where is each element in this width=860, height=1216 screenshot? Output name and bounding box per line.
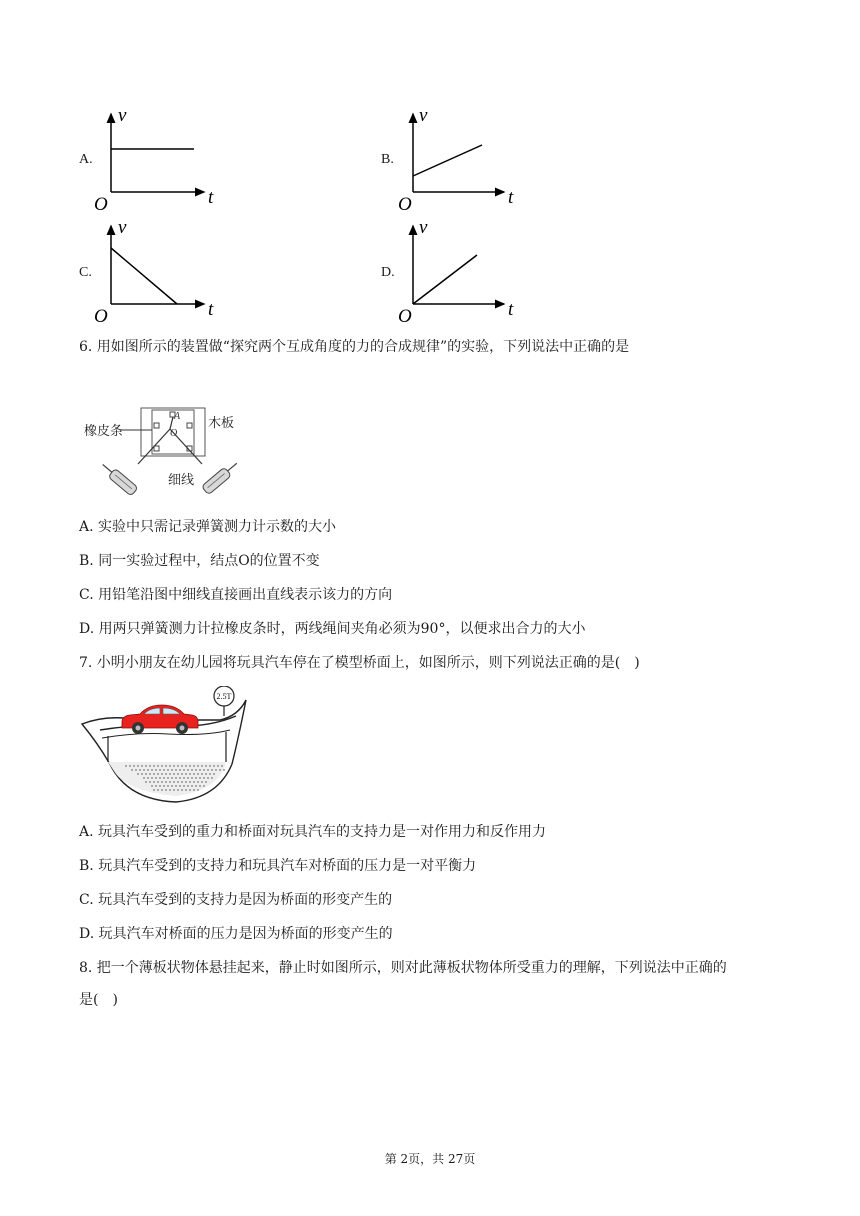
option-a-label[interactable]: A. bbox=[79, 152, 93, 167]
axis-t-label: t bbox=[508, 299, 514, 320]
spring-scale-right bbox=[201, 459, 238, 494]
option-c-label[interactable]: C. bbox=[79, 265, 92, 280]
option-b-label[interactable]: B. bbox=[381, 152, 394, 167]
origin-label: O bbox=[398, 306, 412, 327]
point-a-label: A bbox=[174, 411, 181, 422]
origin-label: O bbox=[94, 194, 108, 215]
board-label: 木板 bbox=[208, 416, 235, 431]
q8-stem-line1: 8. 把一个薄板状物体悬挂起来，静止时如图所示，则对此薄板状物体所受重力的理解，下列说法中正确的 bbox=[79, 960, 727, 976]
q7-figure bbox=[78, 686, 250, 806]
point-o-label: O bbox=[170, 428, 178, 439]
q7-option-d[interactable]: D. 玩具汽车对桥面的压力是因为桥面的形变产生的 bbox=[79, 926, 393, 942]
spring-scale-left bbox=[99, 461, 138, 496]
q6-option-d[interactable]: D. 用两只弹簧测力计拉橡皮条时，两线绳间夹角必须为90°，以便求出合力的大小 bbox=[79, 621, 586, 637]
q6-figure bbox=[78, 400, 238, 502]
axis-v-label: v bbox=[118, 217, 127, 238]
q6-option-a[interactable]: A. 实验中只需记录弹簧测力计示数的大小 bbox=[79, 519, 337, 535]
option-d-label[interactable]: D. bbox=[381, 265, 395, 280]
vt-graphs bbox=[0, 0, 860, 330]
graph-c-line bbox=[111, 248, 177, 304]
q7-option-b[interactable]: B. 玩具汽车受到的支持力和玩具汽车对桥面的压力是一对平衡力 bbox=[79, 858, 477, 874]
thread-left bbox=[138, 429, 170, 464]
page-footer: 第 2页，共 27页 bbox=[384, 1152, 476, 1166]
axis-v-label: v bbox=[419, 105, 428, 126]
rubber-band-label: 橡皮条 bbox=[84, 424, 124, 439]
origin-label: O bbox=[94, 306, 108, 327]
graph-b-line bbox=[413, 145, 482, 176]
q7-option-c[interactable]: C. 玩具汽车受到的支持力是因为桥面的形变产生的 bbox=[79, 892, 393, 908]
axis-t-label: t bbox=[208, 187, 214, 208]
axis-t-label: t bbox=[208, 299, 214, 320]
axis-v-label: v bbox=[118, 105, 127, 126]
axis-t-label: t bbox=[508, 187, 514, 208]
q8-stem-line2: 是( ) bbox=[79, 992, 118, 1008]
q6-option-b[interactable]: B. 同一实验过程中，结点O的位置不变 bbox=[79, 553, 320, 569]
q7-option-a[interactable]: A. 玩具汽车受到的重力和桥面对玩具汽车的支持力是一对作用力和反作用力 bbox=[79, 824, 547, 840]
load-limit-text: 2.5T bbox=[216, 692, 232, 701]
graph-d-line bbox=[413, 255, 477, 304]
q6-option-c[interactable]: C. 用铅笔沿图中细线直接画出直线表示该力的方向 bbox=[79, 587, 393, 603]
thread-label: 细线 bbox=[168, 473, 195, 488]
axis-v-label: v bbox=[419, 217, 428, 238]
q7-stem: 7. 小明小朋友在幼儿园将玩具汽车停在了模型桥面上，如图所示，则下列说法正确的是( ) bbox=[79, 655, 640, 671]
q6-stem: 6. 用如图所示的装置做“探究两个互成角度的力的合成规律”的实验，下列说法中正确的是 bbox=[79, 339, 630, 355]
origin-label: O bbox=[398, 194, 412, 215]
